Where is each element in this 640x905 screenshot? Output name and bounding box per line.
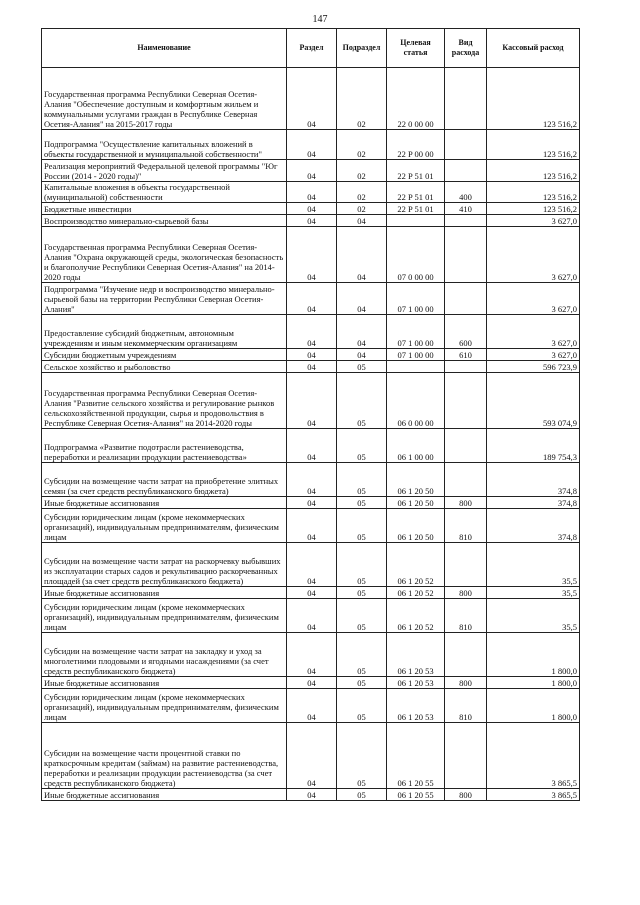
row-section: 04 [287,68,337,130]
row-section: 04 [287,633,337,677]
row-amount: 123 516,2 [487,182,580,203]
table-row [42,283,580,315]
row-name: Воспроизводство минерально-сырьевой базы [42,215,287,227]
row-target: 06 1 20 55 [387,789,445,801]
row-subsection: 04 [337,227,387,283]
row-section: 04 [287,361,337,373]
row-name: Субсидии на возмещение части процентной ставки по краткосрочным кредитам (займам) на развитие растениеводства, переработки и реализации продукции растениеводства (за счет средств республиканского бюджета) [42,723,287,789]
row-kind [445,160,487,182]
row-kind: 810 [445,599,487,633]
row-target: 07 1 00 00 [387,349,445,361]
row-subsection: 05 [337,497,387,509]
row-amount: 374,8 [487,463,580,497]
row-kind [445,373,487,429]
row-amount: 3 627,0 [487,227,580,283]
row-section: 04 [287,509,337,543]
header-subsection: Подраздел [337,29,387,68]
row-amount: 596 723,9 [487,361,580,373]
row-kind: 410 [445,203,487,215]
table-row [42,203,580,215]
row-kind [445,361,487,373]
row-amount: 3 627,0 [487,283,580,315]
row-target: 06 1 20 52 [387,543,445,587]
row-subsection: 04 [337,315,387,349]
row-kind [445,633,487,677]
row-section: 04 [287,227,337,283]
header-target: Целевая статья [387,29,445,68]
table-row [42,599,580,633]
row-subsection: 05 [337,373,387,429]
row-section: 04 [287,599,337,633]
row-subsection: 05 [337,789,387,801]
row-amount: 3 627,0 [487,215,580,227]
header-amount: Кассовый расход [487,29,580,68]
row-section: 04 [287,497,337,509]
row-amount: 123 516,2 [487,160,580,182]
row-kind [445,463,487,497]
row-amount: 374,8 [487,497,580,509]
row-section: 04 [287,543,337,587]
row-target: 22 P 51 01 [387,160,445,182]
row-subsection: 04 [337,215,387,227]
row-name: Подпрограмма «Развитие подотрасли растениеводства, переработки и реализации продукции растениеводства» [42,429,287,463]
row-subsection: 05 [337,599,387,633]
row-target: 07 1 00 00 [387,315,445,349]
row-target: 06 1 20 53 [387,633,445,677]
row-amount: 35,5 [487,587,580,599]
table-row [42,689,580,723]
row-kind [445,429,487,463]
row-amount: 35,5 [487,543,580,587]
row-kind [445,68,487,130]
row-name: Субсидии юридическим лицам (кроме некоммерческих организаций), индивидуальным предпринимателям, физическим лицам [42,599,287,633]
row-name: Иные бюджетные ассигнования [42,497,287,509]
row-amount: 123 516,2 [487,203,580,215]
row-section: 04 [287,789,337,801]
row-kind: 610 [445,349,487,361]
row-amount: 35,5 [487,599,580,633]
row-subsection: 05 [337,587,387,599]
row-target: 06 1 20 53 [387,689,445,723]
row-target: 22 P 00 00 [387,130,445,160]
row-subsection: 02 [337,203,387,215]
row-section: 04 [287,429,337,463]
row-amount: 189 754,3 [487,429,580,463]
row-section: 04 [287,215,337,227]
row-name: Иные бюджетные ассигнования [42,677,287,689]
table-row [42,587,580,599]
row-section: 04 [287,315,337,349]
table-row [42,543,580,587]
row-name: Субсидии на возмещение части затрат на закладку и уход за многолетними плодовыми и ягодными насаждениями (за счет средств республиканского бюджета) [42,633,287,677]
row-target: 06 1 20 52 [387,599,445,633]
row-subsection: 05 [337,677,387,689]
table-row [42,463,580,497]
row-name: Субсидии юридическим лицам (кроме некоммерческих организаций), индивидуальным предпринимателям, физическим лицам [42,509,287,543]
table-row [42,68,580,130]
header-kind: Вид расхода [445,29,487,68]
table-row [42,160,580,182]
page-number: 147 [312,14,328,25]
row-subsection: 05 [337,543,387,587]
row-name: Подпрограмма "Изучение недр и воспроизводство минерально-сырьевой базы на территории Республики Северная Осетия-Алания" [42,283,287,315]
row-amount: 1 800,0 [487,633,580,677]
row-amount: 3 627,0 [487,315,580,349]
row-kind [445,215,487,227]
row-subsection: 05 [337,723,387,789]
row-name: Субсидии на возмещение части затрат на приобретение элитных семян (за счет средств республиканского бюджета) [42,463,287,497]
table-row [42,789,580,801]
row-kind: 800 [445,677,487,689]
table-row [42,315,580,349]
row-kind: 810 [445,689,487,723]
table-row [42,497,580,509]
row-name: Иные бюджетные ассигнования [42,587,287,599]
row-target: 07 1 00 00 [387,283,445,315]
row-name: Государственная программа Республики Северная Осетия-Алания "Развитие сельского хозяйства и регулирование рынков сельскохозяйственной продукции, сырья и продовольствия в Республике Северная Осетия-Алания" на 2014-2020 годы [42,373,287,429]
budget-table [41,28,580,801]
row-target: 22 P 51 01 [387,182,445,203]
row-kind [445,543,487,587]
row-section: 04 [287,130,337,160]
row-kind: 810 [445,509,487,543]
row-kind: 800 [445,497,487,509]
row-name: Государственная программа Республики Северная Осетия-Алания "Охрана окружающей среды, экологическая безопасность и благополучие Республики Северная Осетия-Алания" на 2014-2020 годы [42,227,287,283]
table-row [42,227,580,283]
row-target: 06 1 00 00 [387,429,445,463]
row-subsection: 05 [337,463,387,497]
row-subsection: 02 [337,68,387,130]
row-section: 04 [287,203,337,215]
row-amount: 123 516,2 [487,68,580,130]
row-section: 04 [287,587,337,599]
row-amount: 3 627,0 [487,349,580,361]
header-name: Наименование [42,29,287,68]
table-row [42,509,580,543]
row-amount: 1 800,0 [487,677,580,689]
row-name: Предоставление субсидий бюджетным, автономным учреждениям и иным некоммерческим организациям [42,315,287,349]
row-amount: 123 516,2 [487,130,580,160]
row-amount: 374,8 [487,509,580,543]
row-subsection: 05 [337,509,387,543]
row-name: Капитальные вложения в объекты государственной (муниципальной) собственности [42,182,287,203]
row-amount: 3 865,5 [487,723,580,789]
row-target [387,215,445,227]
row-subsection: 02 [337,160,387,182]
row-section: 04 [287,463,337,497]
row-kind [445,723,487,789]
row-target: 06 1 20 53 [387,677,445,689]
row-target [387,361,445,373]
row-name: Государственная программа Республики Северная Осетия-Алания "Обеспечение доступным и комфортным жильем и коммунальными услугами граждан в Республике Северная Осетия-Алания" на 2015-2017 годы [42,68,287,130]
row-name: Иные бюджетные ассигнования [42,789,287,801]
row-subsection: 04 [337,283,387,315]
row-amount: 1 800,0 [487,689,580,723]
row-subsection: 05 [337,361,387,373]
row-name: Реализация мероприятий Федеральной целевой программы "Юг России (2014 - 2020 годы)" [42,160,287,182]
row-target: 06 1 20 55 [387,723,445,789]
row-amount: 3 865,5 [487,789,580,801]
row-subsection: 05 [337,633,387,677]
row-target: 22 0 00 00 [387,68,445,130]
row-kind: 800 [445,789,487,801]
table-row [42,429,580,463]
row-kind: 800 [445,587,487,599]
table-row [42,361,580,373]
row-name: Сельское хозяйство и рыболовство [42,361,287,373]
table-row [42,723,580,789]
header-section: Раздел [287,29,337,68]
row-section: 04 [287,723,337,789]
row-kind [445,283,487,315]
row-subsection: 02 [337,182,387,203]
table-row [42,349,580,361]
row-subsection: 05 [337,689,387,723]
row-subsection: 04 [337,349,387,361]
table-body [42,68,580,801]
row-target: 06 1 20 52 [387,587,445,599]
row-name: Подпрограмма "Осуществление капитальных вложений в объекты государственной и муниципальной собственности" [42,130,287,160]
row-target: 06 1 20 50 [387,497,445,509]
table-row [42,215,580,227]
row-section: 04 [287,283,337,315]
row-section: 04 [287,349,337,361]
row-target: 22 P 51 01 [387,203,445,215]
row-target: 06 1 20 50 [387,509,445,543]
table-row [42,633,580,677]
table-header-row [42,29,580,68]
table-row [42,130,580,160]
row-subsection: 05 [337,429,387,463]
row-name: Бюджетные инвестиции [42,203,287,215]
row-kind: 400 [445,182,487,203]
row-name: Субсидии на возмещение части затрат на раскорчевку выбывших из эксплуатации старых садов и рекультивацию раскорчеванных площадей (за счет средств республиканского бюджета) [42,543,287,587]
row-kind [445,227,487,283]
table-row [42,373,580,429]
row-target: 06 0 00 00 [387,373,445,429]
table-row [42,677,580,689]
table-row [42,182,580,203]
row-section: 04 [287,373,337,429]
row-name: Субсидии бюджетным учреждениям [42,349,287,361]
row-section: 04 [287,677,337,689]
row-target: 06 1 20 50 [387,463,445,497]
row-name: Субсидии юридическим лицам (кроме некоммерческих организаций), индивидуальным предпринимателям, физическим лицам [42,689,287,723]
row-section: 04 [287,182,337,203]
row-subsection: 02 [337,130,387,160]
row-section: 04 [287,160,337,182]
row-kind [445,130,487,160]
row-amount: 593 074,9 [487,373,580,429]
row-kind: 600 [445,315,487,349]
row-target: 07 0 00 00 [387,227,445,283]
row-section: 04 [287,689,337,723]
